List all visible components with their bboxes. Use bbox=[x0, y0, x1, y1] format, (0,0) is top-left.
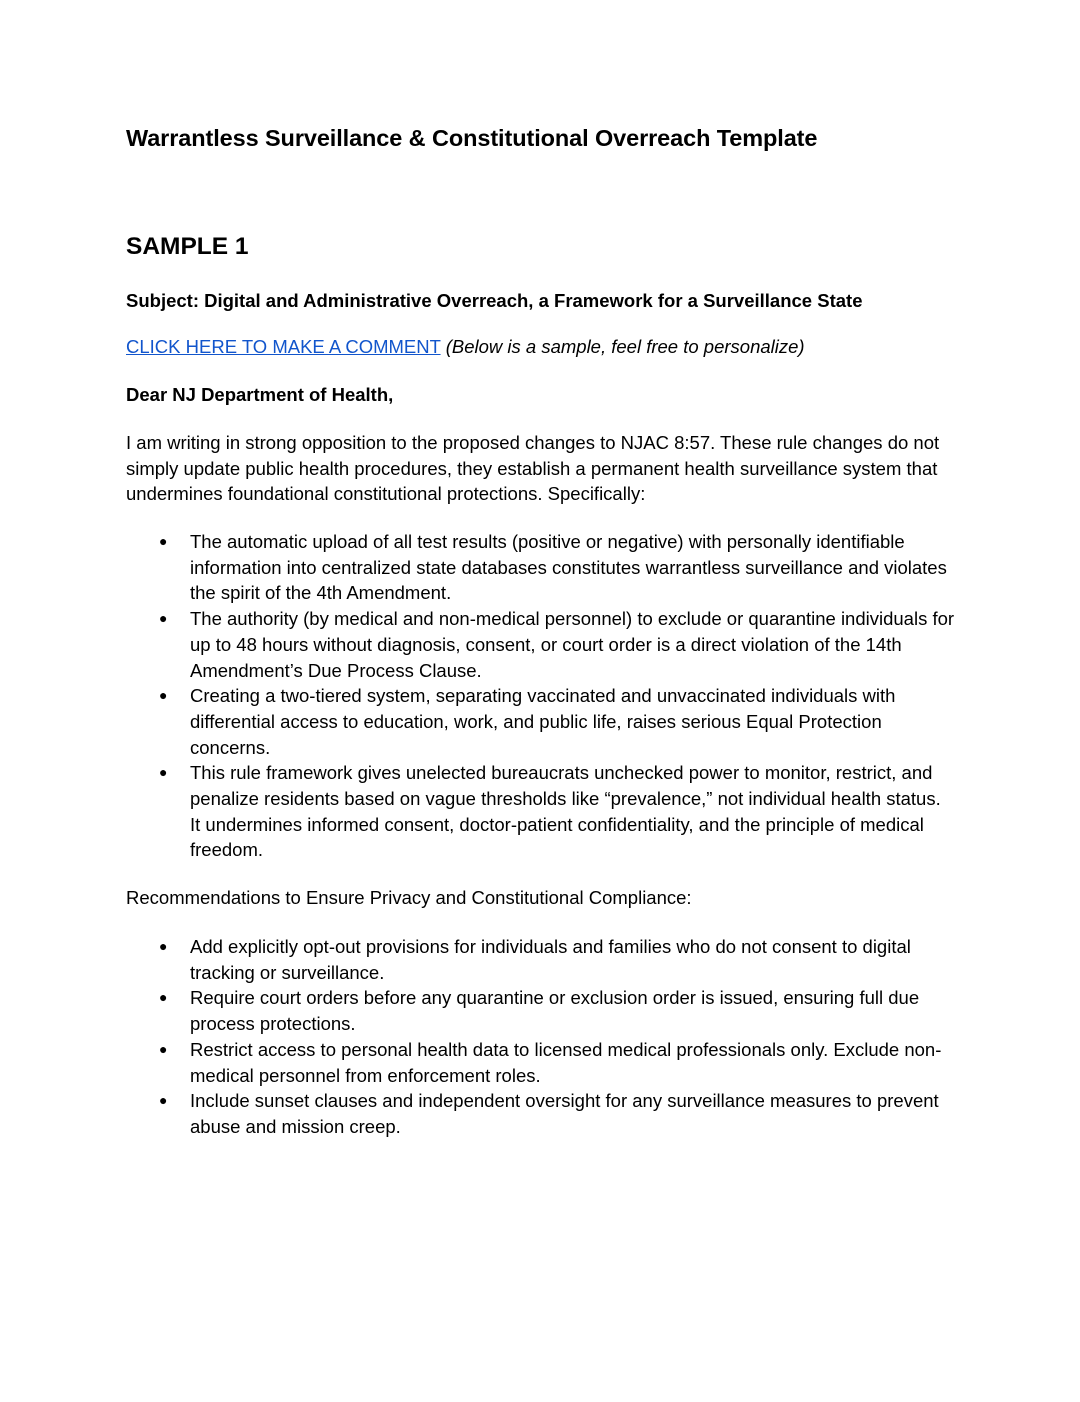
bullet-icon: ● bbox=[159, 989, 168, 1006]
subject-line: Subject: Digital and Administrative Overreach, a Framework for a Surveillance State bbox=[126, 290, 863, 311]
bullet-icon: ● bbox=[159, 1040, 168, 1057]
list-item-text: Restrict access to personal health data to licensed medical professionals only. Exclude non-medical personnel from enforcement roles. bbox=[190, 1038, 942, 1086]
list-item bbox=[126, 985, 956, 1036]
list-item bbox=[126, 606, 956, 683]
recommendations-heading: Recommendations to Ensure Privacy and Constitutional Compliance: bbox=[126, 887, 692, 908]
list-item-text: This rule framework gives unelected bureaucrats unchecked power to monitor, restrict, and penalize residents based on vague thresholds like “prevalence,” not individual health status. It undermines informed consent, doctor-patient confidentiality, and the principle of medical freedom. bbox=[190, 762, 941, 861]
list-item-text: Include sunset clauses and independent oversight for any surveillance measures to prevent abuse and mission creep. bbox=[190, 1090, 939, 1137]
sample-heading: SAMPLE 1 bbox=[126, 233, 249, 260]
bullet-icon: ● bbox=[159, 610, 168, 627]
list-item-text: Add explicitly opt-out provisions for individuals and families who do not consent to digital tracking or surveillance. bbox=[190, 936, 911, 983]
list-item bbox=[126, 1088, 956, 1139]
make-comment-link[interactable]: CLICK HERE TO MAKE A COMMENT bbox=[126, 336, 441, 357]
salutation: Dear NJ Department of Health, bbox=[126, 384, 394, 405]
list-item-text: The authority (by medical and non-medical personnel) to exclude or quarantine individuals for up to 48 hours without diagnosis, consent, or court order is a direct violation of the 14th Amendment’s Due Process Clause. bbox=[190, 608, 955, 681]
intro-paragraph: I am writing in strong opposition to the proposed changes to NJAC 8:57. These rule changes do not simply update public health procedures, they establish a permanent health surveillance system that undermines foundational constitutional protections. Specifically: bbox=[126, 432, 940, 505]
recommendations-list bbox=[126, 934, 956, 1140]
list-item bbox=[126, 529, 956, 606]
concerns-list bbox=[126, 529, 956, 863]
list-item bbox=[126, 760, 956, 863]
list-item-text: Require court orders before any quarantine or exclusion order is issued, ensuring full due process protections. bbox=[190, 987, 920, 1035]
comment-call-to-action bbox=[126, 336, 805, 358]
document-title: Warrantless Surveillance & Constitutional Overreach Template bbox=[126, 125, 818, 151]
list-item bbox=[126, 683, 956, 760]
bullet-icon: ● bbox=[159, 687, 168, 704]
list-item bbox=[126, 1037, 956, 1088]
list-item-text: The automatic upload of all test results (positive or negative) with personally identifiable information into centralized state databases constitutes warrantless surveillance and violates the spirit of the 4th Amendment. bbox=[190, 531, 947, 604]
list-item bbox=[126, 934, 956, 985]
bullet-icon: ● bbox=[159, 533, 168, 549]
bullet-icon: ● bbox=[159, 938, 168, 954]
list-item-text: Creating a two-tiered system, separating vaccinated and unvaccinated individuals with differential access to education, work, and public life, raises serious Equal Protection concerns. bbox=[190, 685, 896, 758]
personalize-note: (Below is a sample, feel free to personalize) bbox=[445, 336, 805, 357]
bullet-icon: ● bbox=[159, 764, 168, 781]
bullet-icon: ● bbox=[159, 1092, 168, 1109]
